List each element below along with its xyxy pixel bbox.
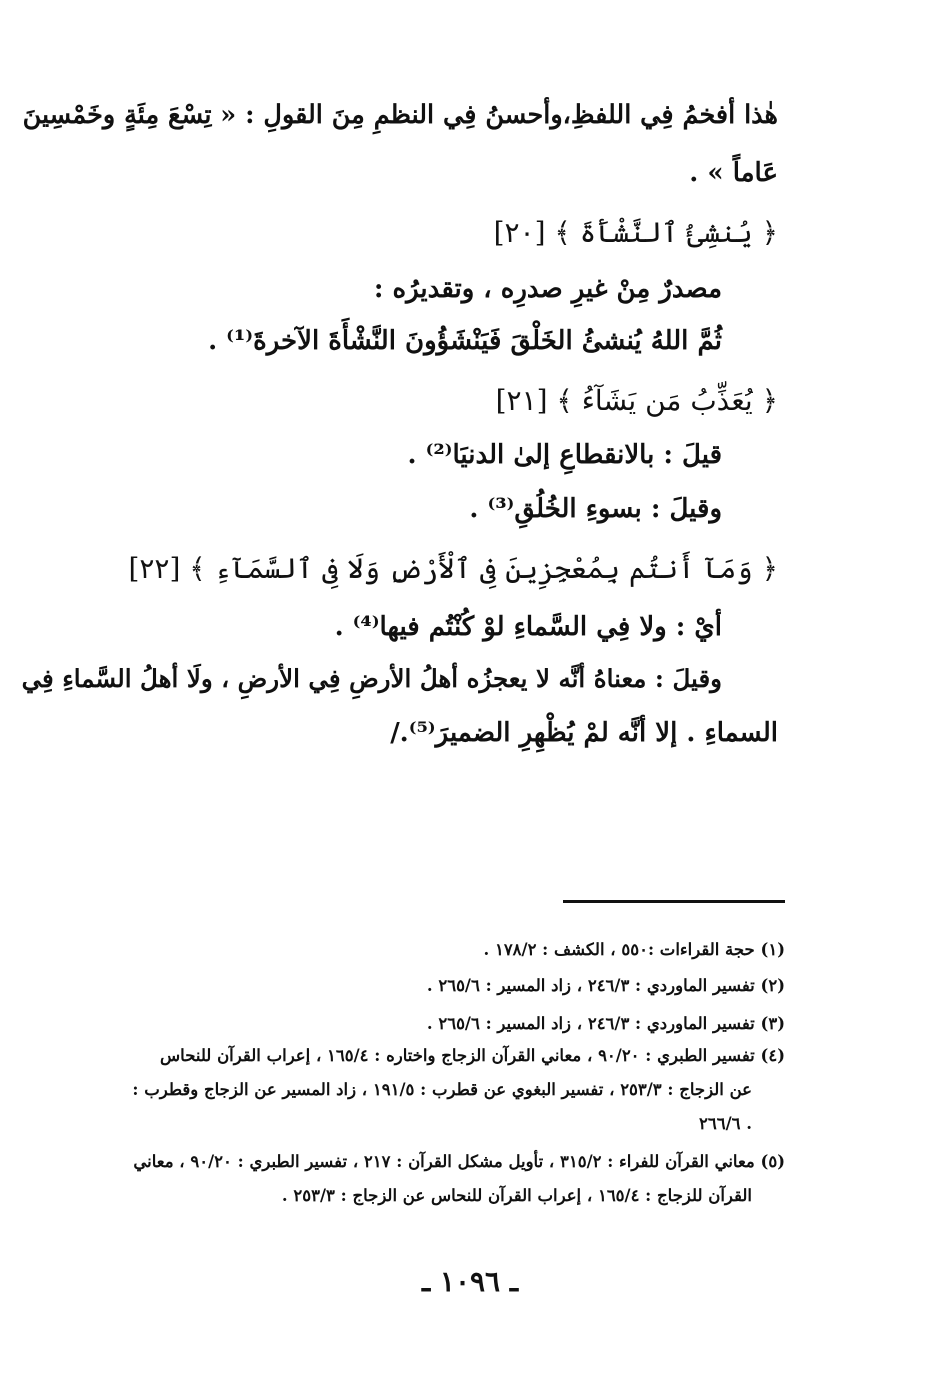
- verse-20-commentary-line-1: مصدرٌ مِنْ غيرِ صدرِه ، وتقديرُه :: [373, 274, 722, 304]
- verse-20-commentary-line-2: ثُمَّ اللهُ يُنشئُ الخَلْقَ فَيَنْشَؤُونَ النَّشْأَةَ الآخرةَ⁽¹⁾ .: [208, 326, 722, 356]
- footnote-4-line-3: ٢٦٦/٦ .: [699, 1114, 752, 1133]
- footnote-1: (١) حجة القراءات :٥٥٠ ، الكشف : ١٧٨/٢ .: [483, 940, 785, 959]
- paragraph-1-line-1: هٰذا أفخمُ فِي اللفظِ،وأحسنُ فِي النظمِ مِنَ القولِ : « تِسْعَ مِئَةٍ وخَمْسِينَ: [22, 100, 778, 130]
- footnote-4-line-2: عن الزجاج : ٢٥٣/٣ ، تفسير البغوي عن قطرب : ١٩١/٥ ، زاد المسير عن الزجاج وقطرب :: [132, 1080, 752, 1099]
- verse-22-heading: ﴿ وَمَآ أَنتُم بِمُعْجِزِينَ فِى ٱلْأَرْضِ وَلَا فِى ٱلسَّمَآءِ ﴾ [٢٢]: [128, 552, 778, 585]
- verse-21-commentary-line-2: وقيلَ : بسوءِ الخُلُقِ⁽³⁾ .: [469, 494, 722, 524]
- footnote-5-line-2: القرآن للزجاج : ١٦٥/٤ ، إعراب القرآن للنحاس عن الزجاج : ٢٥٣/٣ .: [281, 1186, 752, 1205]
- footnote-5-line-1: (٥) معاني القرآن للفراء : ٣١٥/٢ ، تأويل مشكل القرآن : ٢١٧ ، تفسير الطبري : ٩٠/٢٠ ، معاني: [133, 1152, 785, 1171]
- page-number: ـ ١٠٩٦ ـ: [421, 1265, 519, 1298]
- verse-21-commentary-line-1: قيلَ : بالانقطاعِ إلىٰ الدنيَا⁽²⁾ .: [407, 440, 722, 470]
- verse-20-heading: ﴿ يُنشِئُ ٱلنَّشْأَةَ ﴾ [٢٠]: [493, 216, 778, 249]
- footnote-4-line-1: (٤) تفسير الطبري : ٩٠/٢٠ ، معاني القرآن الزجاج واختاره : ١٦٥/٤ ، إعراب القرآن للنحاس: [160, 1046, 785, 1065]
- paragraph-1-line-2: عَاماً » .: [689, 158, 778, 188]
- verse-22-commentary-line-3: السماءِ . إلا أنَّه لمْ يُظْهِرِ الضميرَ⁽⁵⁾./: [390, 718, 778, 748]
- verse-22-commentary-line-2: وقيلَ : معناهُ أنَّه لا يعجزُه أهلُ الأرضِ فِي الأرضِ ، ولَا أهلُ السَّماءِ فِي: [21, 664, 722, 693]
- footnote-separator: [563, 900, 785, 903]
- footnote-2: (٢) تفسير الماوردي : ٢٤٦/٣ ، زاد المسير : ٢٦٥/٦ .: [426, 976, 785, 995]
- verse-21-heading: ﴿ يُعَذِّبُ مَن يَشَآءُ ﴾ [٢١]: [495, 384, 778, 417]
- footnote-3: (٣) تفسير الماوردي : ٢٤٦/٣ ، زاد المسير : ٢٦٥/٦ .: [426, 1014, 785, 1033]
- verse-22-commentary-line-1: أيْ : ولا فِي السَّماءِ لوْ كُنْتُم فيها⁽⁴⁾ .: [334, 612, 722, 642]
